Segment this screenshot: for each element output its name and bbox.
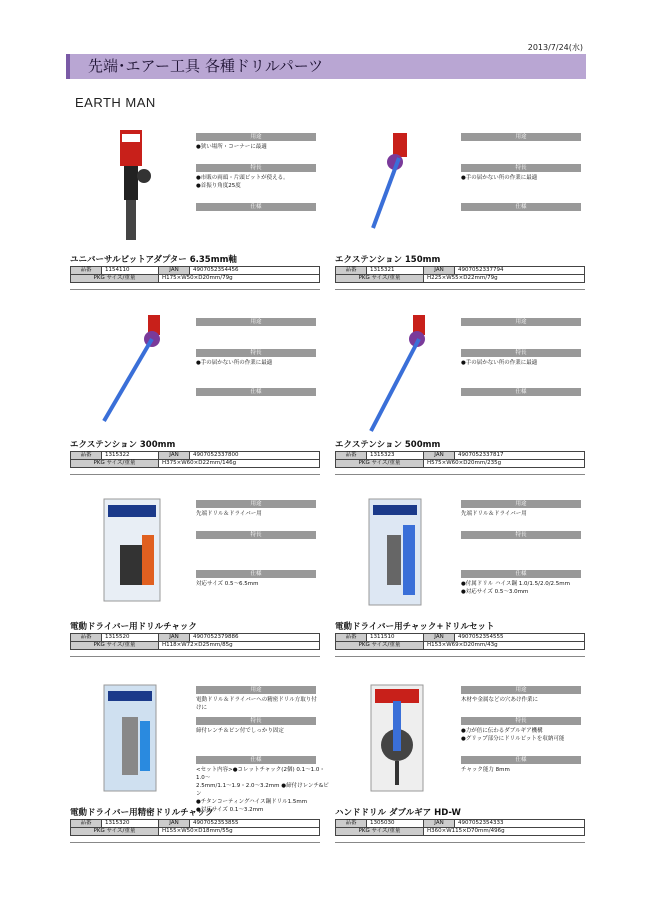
spec-header: 仕様: [196, 756, 316, 764]
product-image: [100, 681, 160, 800]
usage-text: 電動ドリル＆ドライバーへの精密ドリル方取り付けに: [196, 697, 317, 711]
usage-header: 用途: [461, 686, 581, 694]
part-no-label: 品番: [71, 452, 102, 460]
spec-header: 仕様: [461, 756, 581, 764]
product-image: [365, 313, 435, 437]
jan-label: JAN: [424, 634, 455, 642]
jan-label: JAN: [159, 820, 190, 828]
product-image: [365, 495, 425, 614]
features-text: ●手の届かない所の作業に最適: [196, 360, 273, 366]
features-header: 特長: [461, 164, 581, 172]
features-text: 締付レンチ＆ピン付でしっかり固定: [196, 728, 284, 734]
spec-table: [70, 819, 320, 836]
jan-label: JAN: [159, 452, 190, 460]
pkg-value: H375×W60×D22mm/146g: [159, 460, 320, 468]
pkg-label: PKG サイズ/重量: [71, 642, 159, 650]
part-no-value: 1315322: [102, 452, 159, 460]
brand-logo: EARTH MAN: [75, 95, 156, 110]
item-divider: [335, 474, 585, 475]
spec-text: ●付属ドリル ハイス鋼 1.0/1.5/2.0/2.5mm ●対応サイズ 0.5～3.0mm: [461, 581, 571, 595]
part-no-value: 1305030: [367, 820, 424, 828]
product-image: [365, 128, 425, 242]
part-no-value: 1315320: [102, 820, 159, 828]
product-name: 電動ドライバー用精密ドリルチャック: [70, 808, 214, 818]
product-image: [365, 681, 429, 800]
features-header: 特長: [461, 349, 581, 357]
features-header: 特長: [461, 717, 581, 725]
pkg-value: H118×W72×D25mm/85g: [159, 642, 320, 650]
part-no-value: 1315323: [367, 452, 424, 460]
usage-header: 用途: [196, 318, 316, 326]
features-header: 特長: [196, 164, 316, 172]
spec-table: [335, 819, 585, 836]
features-header: 特長: [461, 531, 581, 539]
page-title-banner: 先端･エアー工具 各種ドリルパーツ: [66, 54, 586, 79]
spec-table: [335, 633, 585, 650]
spec-table: [70, 451, 320, 468]
jan-label: JAN: [424, 820, 455, 828]
pkg-label: PKG サイズ/重量: [71, 275, 159, 283]
spec-header: 仕様: [461, 570, 581, 578]
part-no-label: 品番: [71, 634, 102, 642]
product-name: エクステンション 300mm: [70, 440, 176, 450]
usage-header: 用途: [461, 500, 581, 508]
usage-header: 用途: [196, 686, 316, 694]
item-divider: [70, 656, 320, 657]
features-text: ●手の届かない所の作業に最適: [461, 360, 538, 366]
features-header: 特長: [196, 531, 316, 539]
spec-table: [70, 633, 320, 650]
item-divider: [335, 842, 585, 843]
product-name: ユニバーサルビットアダプター 6.35mm軸: [70, 255, 237, 265]
jan-value: 4907052337794: [455, 267, 585, 275]
jan-label: JAN: [159, 267, 190, 275]
part-no-value: 1315520: [102, 634, 159, 642]
features-text: ●手の届かない所の作業に最適: [461, 175, 538, 181]
usage-header: 用途: [196, 500, 316, 508]
features-text: ●市販の両頭・片頭ビットが使える。 ●首振り角度25度: [196, 175, 289, 189]
pkg-label: PKG サイズ/重量: [336, 275, 424, 283]
product-name: エクステンション 150mm: [335, 255, 441, 265]
features-header: 特長: [196, 717, 316, 725]
jan-value: 4907052379886: [190, 634, 320, 642]
pkg-label: PKG サイズ/重量: [71, 828, 159, 836]
spec-header: 仕様: [196, 570, 316, 578]
pkg-value: H175×W50×D20mm/79g: [159, 275, 320, 283]
spec-header: 仕様: [461, 388, 581, 396]
item-divider: [70, 474, 320, 475]
usage-header: 用途: [461, 133, 581, 141]
spec-text: 対応サイズ 0.5～6.5mm: [196, 581, 259, 587]
jan-label: JAN: [424, 267, 455, 275]
spec-header: 仕様: [196, 203, 316, 211]
spec-table: [70, 266, 320, 283]
product-image: [100, 495, 164, 609]
features-text: ●力が倍に伝わるダブルギア機構 ●グリップ部分にドリルビットを収納可能: [461, 728, 565, 742]
part-no-value: 1154110: [102, 267, 159, 275]
usage-text: 先端ドリル＆ドライバー用: [461, 511, 527, 517]
jan-value: 4907052337817: [455, 452, 585, 460]
usage-text: 木材や金属などの穴あけ作業に: [461, 697, 539, 703]
part-no-label: 品番: [336, 634, 367, 642]
pkg-label: PKG サイズ/重量: [336, 460, 424, 468]
part-no-label: 品番: [336, 267, 367, 275]
spec-table: [335, 451, 585, 468]
jan-value: 4907052337800: [190, 452, 320, 460]
product-name: ハンドドリル ダブルギア HD-W: [335, 808, 461, 818]
jan-value: 4907052354333: [455, 820, 585, 828]
spec-header: 仕様: [196, 388, 316, 396]
part-no-value: 1315321: [367, 267, 424, 275]
usage-header: 用途: [461, 318, 581, 326]
page-date: 2013/7/24(水): [527, 43, 583, 52]
features-header: 特長: [196, 349, 316, 357]
pkg-label: PKG サイズ/重量: [71, 460, 159, 468]
pkg-label: PKG サイズ/重量: [336, 828, 424, 836]
spec-text: チャック能力 8mm: [461, 767, 510, 773]
product-image: [100, 128, 160, 252]
spec-text: <セット内容>●コレットチャック(2個) 0.1～1.0・1.0～ 2.5mm/1.1～1.9・2.0～3.2mm ●締付けレンチ&ピン ●チタンコーティングハイス鋼ドリル1.5mm ●対応サイズ 0.1～3.2mm: [196, 767, 329, 813]
usage-text: 先端ドリル＆ドライバー用: [196, 511, 262, 517]
item-divider: [70, 289, 320, 290]
item-divider: [335, 656, 585, 657]
product-name: エクステンション 500mm: [335, 440, 441, 450]
item-divider: [70, 842, 320, 843]
pkg-value: H225×W55×D22mm/79g: [424, 275, 585, 283]
pkg-value: H575×W60×D20mm/235g: [424, 460, 585, 468]
product-name: 電動ドライバー用ドリルチャック: [70, 622, 197, 632]
part-no-label: 品番: [71, 267, 102, 275]
pkg-value: H360×W115×D70mm/496g: [424, 828, 585, 836]
part-no-label: 品番: [336, 452, 367, 460]
jan-value: 4907052353855: [190, 820, 320, 828]
spec-header: 仕様: [461, 203, 581, 211]
product-name: 電動ドライバー用チャック+ドリルセット: [335, 622, 495, 632]
jan-label: JAN: [424, 452, 455, 460]
jan-value: 4907052354456: [190, 267, 320, 275]
spec-table: [335, 266, 585, 283]
usage-header: 用途: [196, 133, 316, 141]
pkg-label: PKG サイズ/重量: [336, 642, 424, 650]
product-image: [100, 313, 170, 427]
part-no-label: 品番: [71, 820, 102, 828]
jan-value: 4907052354555: [455, 634, 585, 642]
part-no-value: 1311510: [367, 634, 424, 642]
pkg-value: H153×W69×D20mm/43g: [424, 642, 585, 650]
part-no-label: 品番: [336, 820, 367, 828]
pkg-value: H155×W50×D18mm/55g: [159, 828, 320, 836]
jan-label: JAN: [159, 634, 190, 642]
usage-text: ●狭い場所・コーナーに最適: [196, 144, 267, 150]
item-divider: [335, 289, 585, 290]
